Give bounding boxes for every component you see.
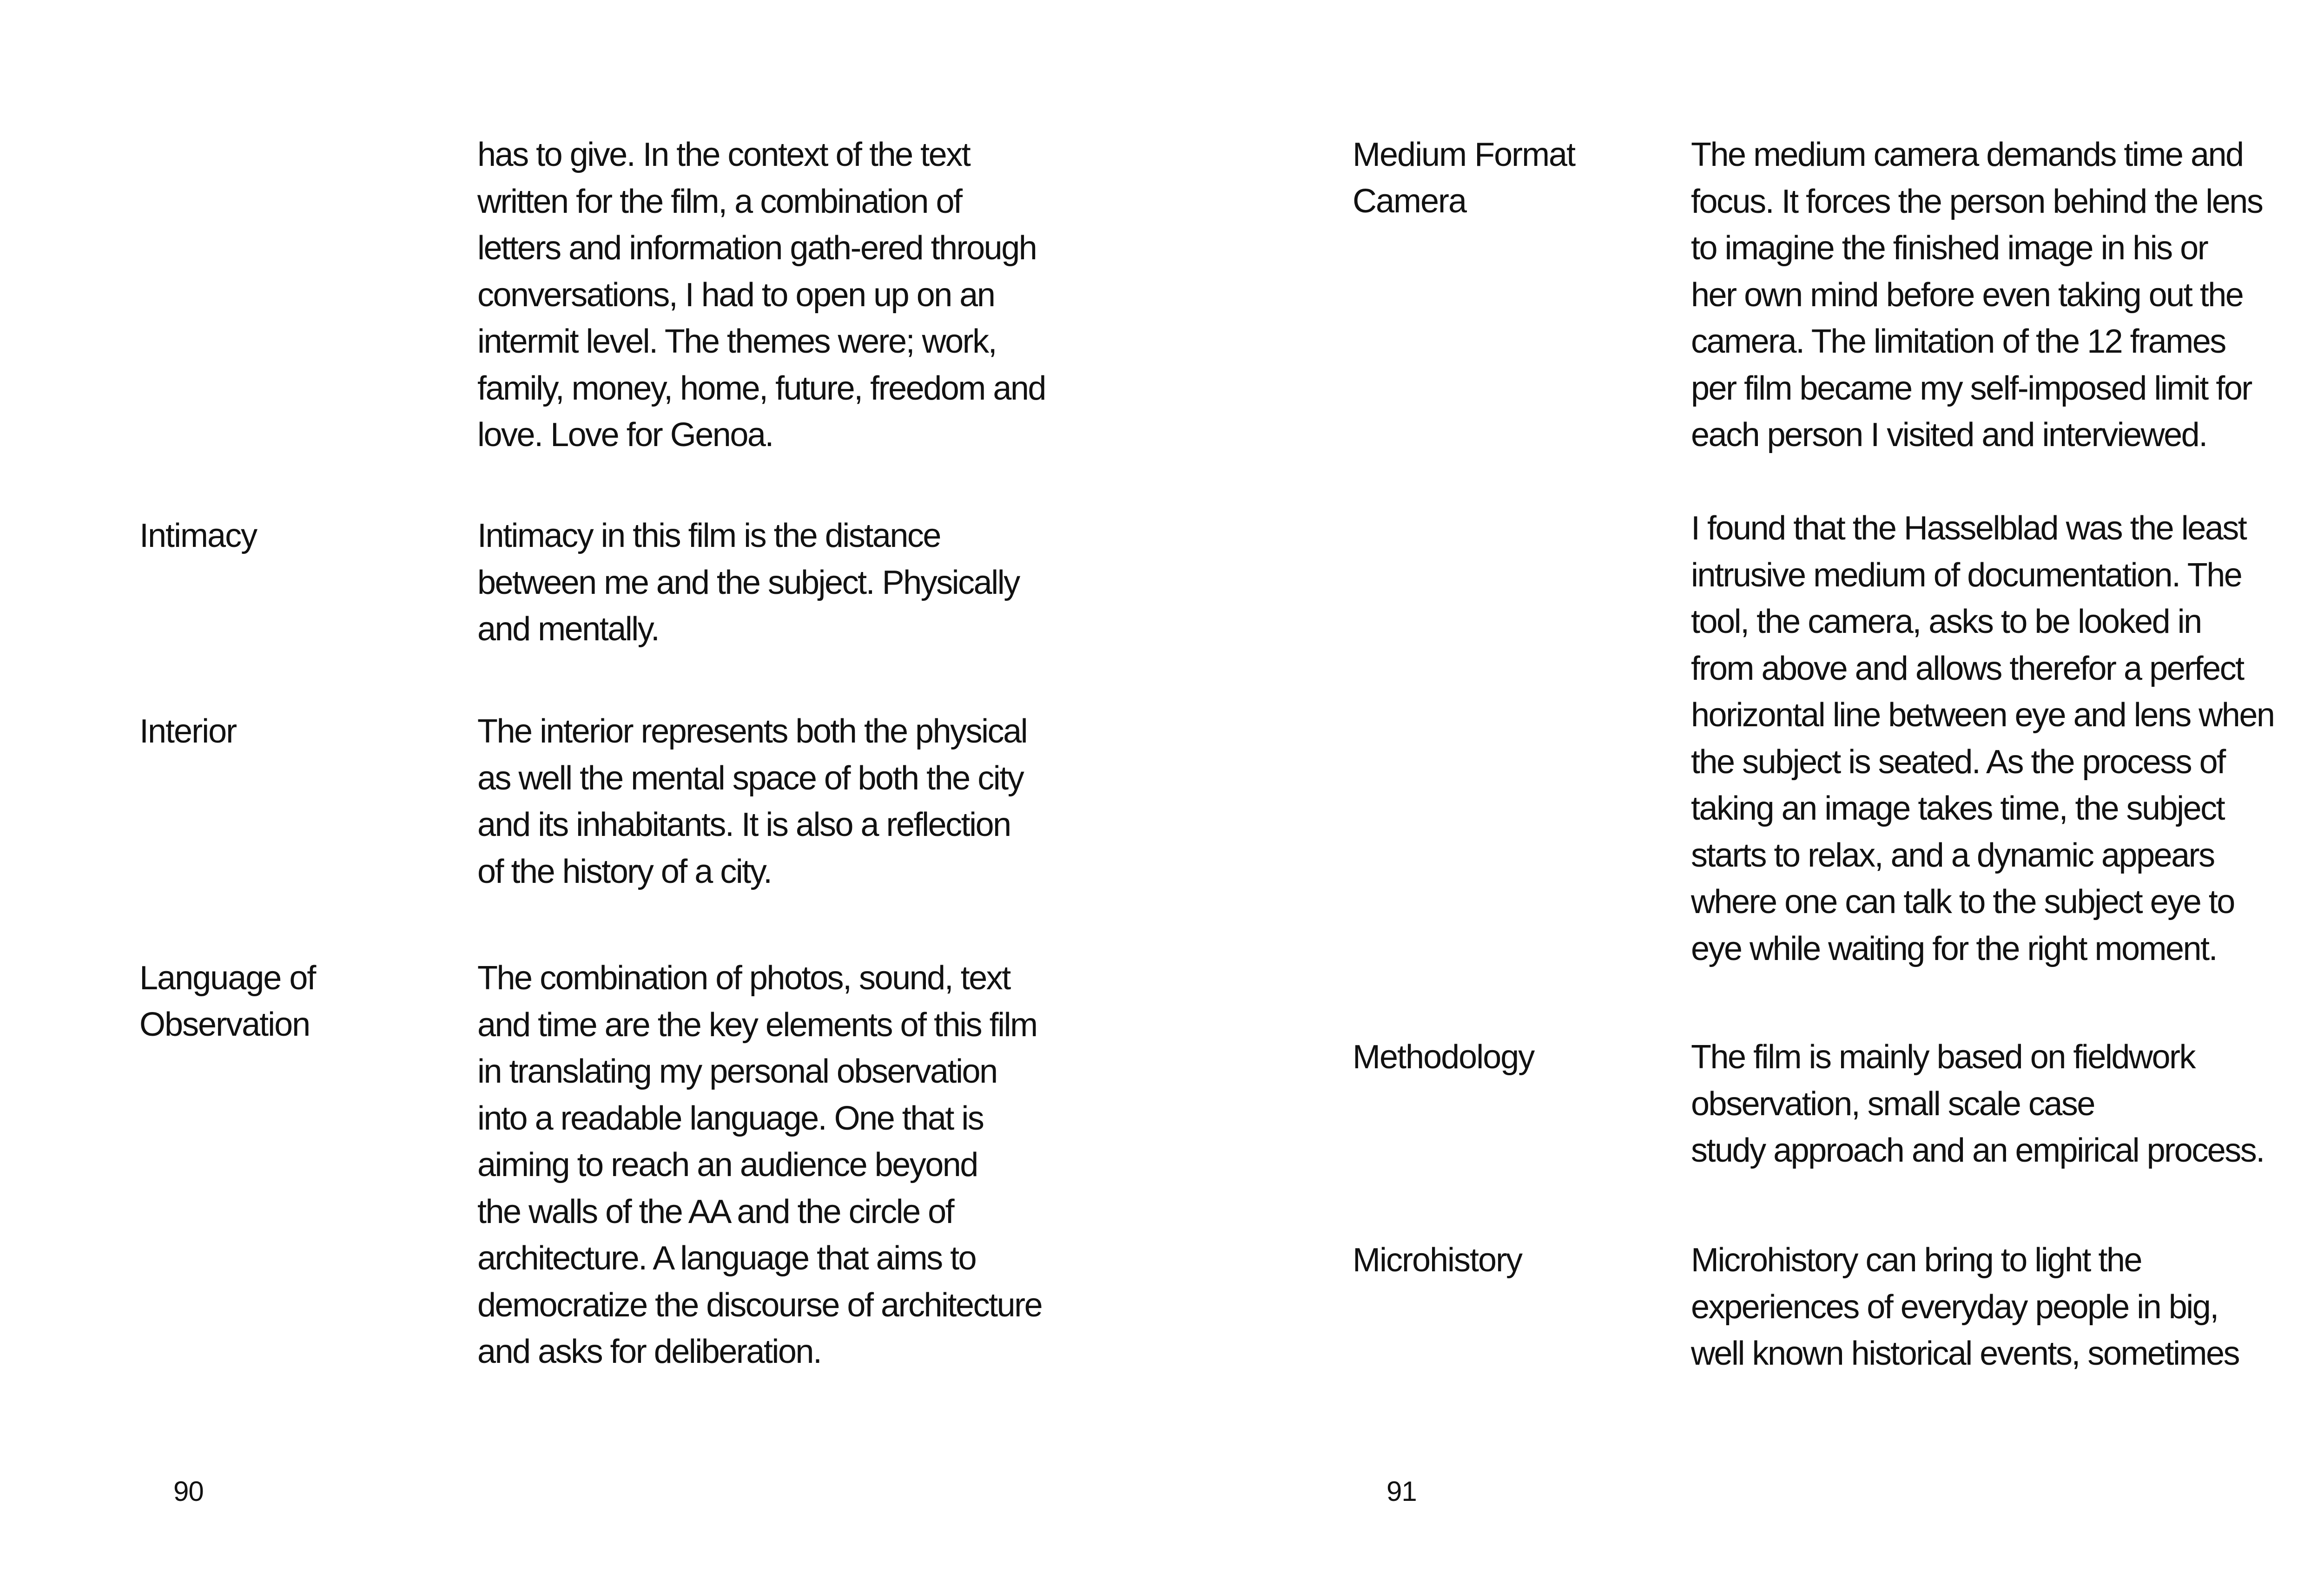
glossary-term-microhistory: Microhistory bbox=[1353, 1242, 1522, 1279]
glossary-term-methodology: Methodology bbox=[1353, 1039, 1534, 1076]
glossary-definition-microhistory: Microhistory can bring to light the experiences of everyday people in big, well known historical events, sometimes bbox=[1691, 1242, 2239, 1372]
glossary-definition-interior: The interior represents both the physical as well the mental space of both the city and its inhabitants. It is also a reflection of the history of a city. bbox=[477, 713, 1027, 890]
glossary-definition-language-of-observation: The combination of photos, sound, text and time are the key elements of this film in translating my personal observation into a readable language. One that is aiming to reach an audience beyond the walls of the AA and the circle of architecture. A language that aims to democratize the discourse of architecture and asks for deliberation. bbox=[477, 960, 1042, 1370]
glossary-term-medium-format-camera: Medium Format Camera bbox=[1353, 136, 1575, 220]
glossary-term-interior: Interior bbox=[139, 713, 237, 750]
continuation-paragraph: has to give. In the context of the text written for the film, a combination of letters and information gath-ered through conversations, I had to open up on an intermit level. The themes were; work, family, money, home, future, freedom and love. Love for Genoa. bbox=[477, 136, 1045, 454]
glossary-term-intimacy: Intimacy bbox=[139, 517, 257, 554]
right-page bbox=[1208, 0, 2324, 1578]
page-number: 91 bbox=[1386, 1476, 1417, 1507]
glossary-definition-medium-format-camera-paragraph-2: I found that the Hasselblad was the least intrusive medium of documentation. The tool, the camera, asks to be looked in from above and allows therefor a perfect horizontal line between eye and lens when the subject is seated. As the process of taking an image takes time, the subject starts to relax, and a dynamic appears where one can talk to the subject eye to eye while waiting for the right moment. bbox=[1691, 510, 2274, 967]
glossary-definition-medium-format-camera-paragraph-1: The medium camera demands time and focus. It forces the person behind the lens to imagine the finished image in his or her own mind before even taking out the camera. The limitation of the 12 frames per film became my self-imposed limit for each person I visited and interviewed. bbox=[1691, 136, 2263, 454]
glossary-term-language-of-observation: Language of Observation bbox=[139, 960, 316, 1043]
glossary-definition-methodology: The film is mainly based on fieldwork observation, small scale case study approach and an empirical process. bbox=[1691, 1039, 2264, 1169]
glossary-definition-intimacy: Intimacy in this film is the distance between me and the subject. Physically and mentally. bbox=[477, 517, 1019, 648]
page-number: 90 bbox=[173, 1476, 204, 1507]
